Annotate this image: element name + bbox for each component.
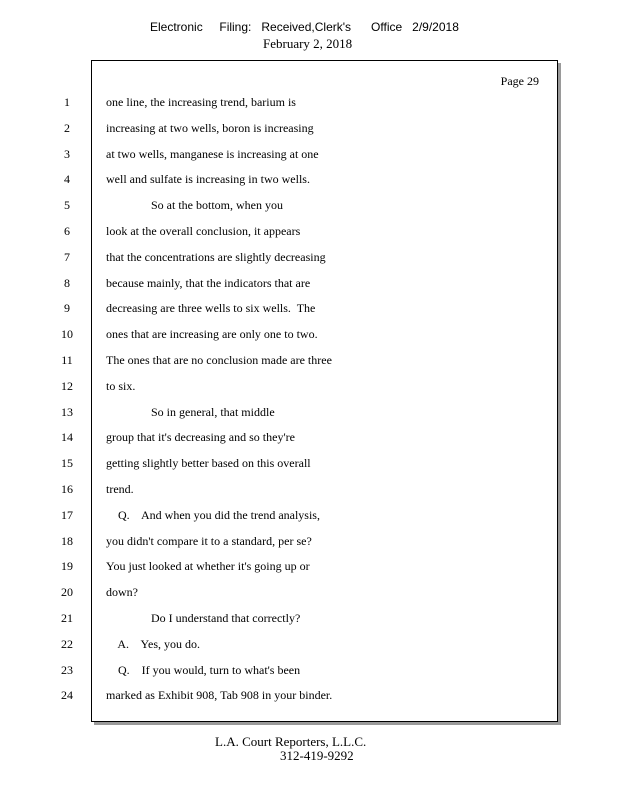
line-text: because mainly, that the indicators that are [106,276,311,290]
line-number: 7 [64,250,70,264]
line-number: 11 [61,353,73,367]
line-text: to six. [106,379,136,393]
line-text: you didn't compare it to a standard, per se? [106,534,312,548]
line-number: 5 [64,198,70,212]
line-number: 3 [64,147,70,161]
line-text: decreasing are three wells to six wells. The [106,301,316,315]
filed-date: February 2, 2018 [263,36,353,51]
line-text: Q. If you would, turn to what's been [106,663,301,677]
filing-stamp: Electronic Filing: Received,Clerk's Office 2/9/2018 [150,20,459,34]
line-text: that the concentrations are slightly decreasing [106,250,326,264]
line-number: 17 [61,508,73,522]
line-text: The ones that are no conclusion made are three [106,353,332,367]
line-text: at two wells, manganese is increasing at one [106,147,319,161]
line-number: 20 [61,585,73,599]
line-number: 24 [61,688,73,702]
reporter-company: L.A. Court Reporters, L.L.C. [215,734,367,749]
reporter-phone: 312-419-9292 [280,748,354,763]
line-number: 10 [61,327,73,341]
line-text: getting slightly better based on this overall [106,456,311,470]
line-text: trend. [106,482,134,496]
line-number: 15 [61,456,73,470]
line-text: Do I understand that correctly? [106,611,301,625]
line-text: So in general, that middle [106,405,275,419]
line-number: 2 [64,121,70,135]
line-number: 18 [61,534,73,548]
line-text: look at the overall conclusion, it appears [106,224,301,238]
line-text: increasing at two wells, boron is increasing [106,121,314,135]
line-text: marked as Exhibit 908, Tab 908 in your binder. [106,688,333,702]
line-number: 14 [61,430,73,444]
line-text: Q. And when you did the trend analysis, [106,508,320,522]
line-number: 4 [64,172,70,186]
line-number: 23 [61,663,73,677]
line-number: 1 [64,95,70,109]
line-number: 8 [64,276,70,290]
line-text: A. Yes, you do. [106,637,201,651]
line-number: 21 [61,611,73,625]
line-text: ones that are increasing are only one to two. [106,327,318,341]
page-number: Page 29 [500,74,539,88]
line-text: well and sulfate is increasing in two wells. [106,172,310,186]
line-number: 16 [61,482,73,496]
line-number: 9 [64,301,70,315]
line-number: 13 [61,405,73,419]
line-text: one line, the increasing trend, barium is [106,95,296,109]
line-number: 12 [61,379,73,393]
line-number: 19 [61,559,73,573]
line-text: So at the bottom, when you [106,198,283,212]
line-number: 22 [61,637,73,651]
line-text: You just looked at whether it's going up or [106,559,310,573]
line-text: down? [106,585,138,599]
line-text: group that it's decreasing and so they're [106,430,295,444]
line-number: 6 [64,224,70,238]
